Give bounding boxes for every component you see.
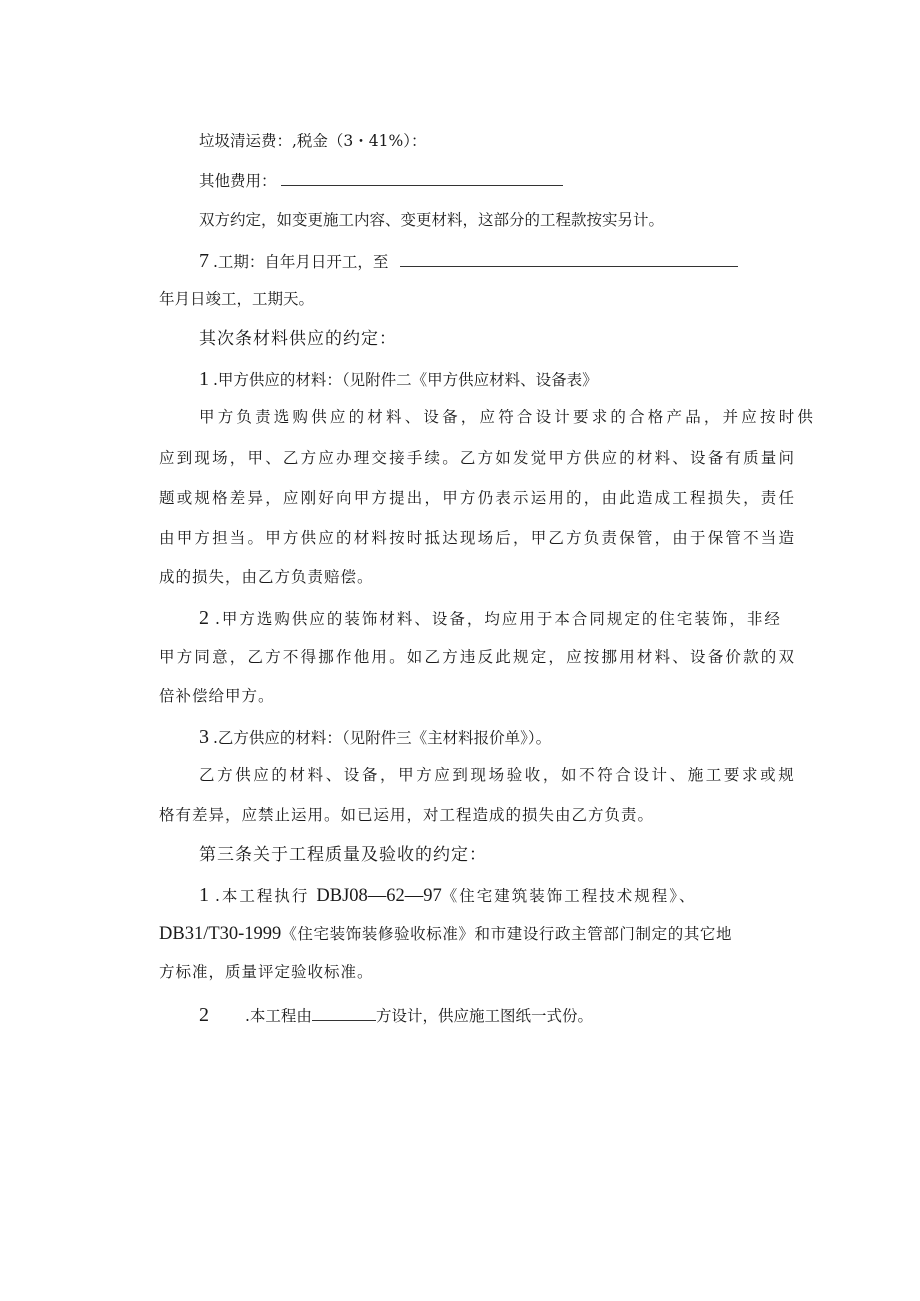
item-7-construction-period [199, 251, 738, 271]
standards-line-3: 方标准，质量评定验收标准。 [159, 963, 374, 981]
item-number: 2 [199, 607, 211, 629]
item-text: .甲方选购供应的装饰材料、设备，均应用于本合同规定的住宅装饰，非经 [215, 610, 782, 628]
standards-line-2 [159, 925, 732, 944]
paragraph-line: 乙方供应的材料、设备，甲方应到现场验收，如不符合设计、施工要求或规 [199, 766, 797, 784]
paragraph-line: 题或规格差异，应刚好向甲方提出，甲方仍表示运用的，由此造成工程损失，责任 [159, 489, 797, 507]
completion-date-blank [400, 265, 738, 267]
item-text: .本工程执行 [215, 887, 310, 905]
item-text: 方设计，供应施工图纸一式份。 [375, 1007, 593, 1025]
item-number: 1 [199, 368, 209, 390]
item-number: 3 [199, 726, 209, 748]
item-2-procured-materials [199, 608, 782, 628]
paragraph-line: 甲方负责选购供应的材料、设备，应符合设计要求的合格产品，并应按时供 [199, 408, 817, 426]
item-text: .工期：自年月日开工，至 [213, 253, 389, 271]
section-heading-quality-acceptance: 第三条关于工程质量及验收的约定： [199, 845, 487, 865]
other-fees-label: 其他费用： [199, 172, 277, 190]
other-fees-line [199, 174, 563, 190]
item-1-standards [199, 885, 697, 906]
item-number: 1 [199, 884, 211, 906]
other-fees-blank [281, 184, 563, 186]
standard-title: 《住宅装饰装修验收标准》和市建设行政主管部门制定的其它地 [281, 925, 733, 943]
paragraph-line: 倍补偿给甲方。 [159, 687, 275, 705]
paragraph-line: 格有差异，应禁止运用。如已运用，对工程造成的损失由乙方负责。 [159, 806, 655, 824]
standard-code: DBJ08—62—97 [316, 886, 442, 906]
item-2-design [199, 1005, 593, 1025]
item-number: 2 [199, 1004, 209, 1026]
designer-blank [312, 1019, 376, 1021]
item-text: .本工程由 [245, 1007, 312, 1025]
standard-code: DB31/T30-1999 [159, 924, 282, 944]
paragraph-line: 成的损失，由乙方负责赔偿。 [159, 568, 374, 586]
paragraph-line: 应到现场，甲、乙方应办理交接手续。乙方如发觉甲方供应的材料、设备有质量问 [159, 449, 797, 467]
item-1-party-a-materials [199, 369, 598, 389]
item-3-party-b-materials [199, 727, 551, 747]
item-text: .乙方供应的材料：（见附件三《主材料报价单》）。 [213, 729, 552, 747]
item-text: .甲方供应的材料：（见附件二《甲方供应材料、设备表》 [213, 371, 598, 389]
item-number: 7 [199, 250, 209, 272]
completion-line: 年月日竣工，工期天。 [159, 290, 315, 308]
paragraph-line: 甲方同意，乙方不得挪作他用。如乙方违反此规定，应按挪用材料、设备价款的双 [159, 648, 797, 666]
standard-title: 《住宅建筑装饰工程技术规程》、 [441, 887, 697, 905]
section-heading-material-supply: 其次条材料供应的约定： [199, 329, 397, 349]
paragraph-line: 由甲方担当。甲方供应的材料按时抵达现场后，甲乙方负责保管，由于保管不当造 [159, 529, 797, 547]
agreement-line: 双方约定，如变更施工内容、变更材料，这部分的工程款按实另计。 [199, 211, 665, 229]
cleanup-fee-tax-line: 垃圾清运费：,税金（3・41%）： [199, 132, 427, 150]
